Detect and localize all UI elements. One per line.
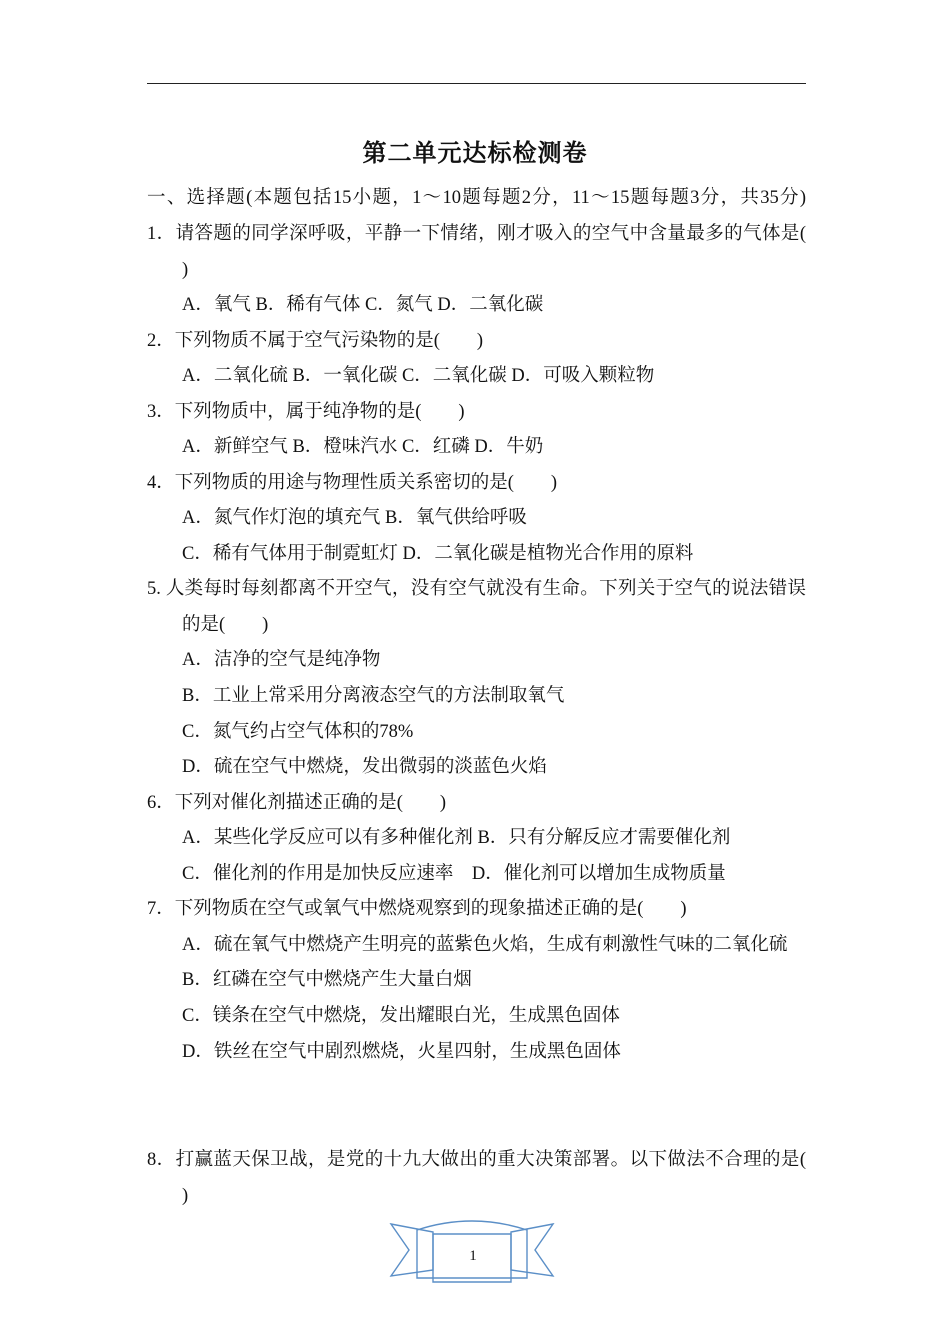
question-1-options: A．氧气 B．稀有气体 C．氮气 D．二氧化碳 (182, 295, 544, 315)
question-5: 5. 人类每时每刻都离不开空气，没有空气就没有生命。下列关于空气的说法错误 (147, 579, 806, 599)
question-3-options: A．新鲜空气 B．橙味汽水 C．红磷 D．牛奶 (182, 437, 544, 457)
question-5-option-b: B．工业上常采用分离液态空气的方法制取氧气 (182, 686, 565, 706)
question-3: 3．下列物质中，属于纯净物的是( ) (147, 402, 465, 422)
question-5-option-d: D．硫在空气中燃烧，发出微弱的淡蓝色火焰 (182, 757, 547, 777)
question-5-cont: 的是( ) (182, 615, 269, 635)
page-number: 1 (469, 1248, 477, 1264)
question-2-options: A．二氧化硫 B．一氧化碳 C．二氧化碳 D．可吸入颗粒物 (182, 366, 655, 386)
page-title: 第二单元达标检测卷 (362, 141, 588, 167)
question-7-option-a: A．硫在氧气中燃烧产生明亮的蓝紫色火焰，生成有刺激性气味的二氧化硫 (182, 935, 788, 955)
question-6: 6．下列对催化剂描述正确的是( ) (147, 793, 447, 813)
question-8: 8．打赢蓝天保卫战，是党的十九大做出的重大决策部署。以下做法不合理的是( (147, 1150, 806, 1170)
question-4-options-cd: C．稀有气体用于制霓虹灯 D．二氧化碳是植物光合作用的原料 (182, 544, 694, 564)
question-7-option-d: D．铁丝在空气中剧烈燃烧，火星四射，生成黑色固体 (182, 1042, 621, 1062)
question-7-option-b: B．红磷在空气中燃烧产生大量白烟 (182, 970, 472, 990)
question-1: 1．请答题的同学深呼吸，平静一下情绪，刚才吸入的空气中含量最多的气体是( (147, 224, 806, 244)
question-1-cont: ) (182, 260, 189, 280)
question-5-option-c: C．氮气约占空气体积的78% (182, 722, 414, 742)
question-7: 7．下列物质在空气或氧气中燃烧观察到的现象描述正确的是( ) (147, 899, 687, 919)
question-7-option-c: C．镁条在空气中燃烧，发出耀眼白光，生成黑色固体 (182, 1006, 620, 1026)
question-4: 4．下列物质的用途与物理性质关系密切的是( ) (147, 473, 558, 493)
question-6-options-cd: C．催化剂的作用是加快反应速率 D．催化剂可以增加生成物质量 (182, 864, 726, 884)
header-rule (147, 83, 806, 84)
section-heading: 一、选择题(本题包括15小题，1～10题每题2分，11～15题每题3分，共35分) (147, 188, 806, 208)
question-8-cont: ) (182, 1186, 189, 1206)
question-6-options-ab: A．某些化学反应可以有多种催化剂 B．只有分解反应才需要催化剂 (182, 828, 731, 848)
question-2: 2．下列物质不属于空气污染物的是( ) (147, 331, 484, 351)
question-4-options-ab: A．氮气作灯泡的填充气 B．氧气供给呼吸 (182, 508, 527, 528)
question-5-option-a: A．洁净的空气是纯净物 (182, 650, 381, 670)
